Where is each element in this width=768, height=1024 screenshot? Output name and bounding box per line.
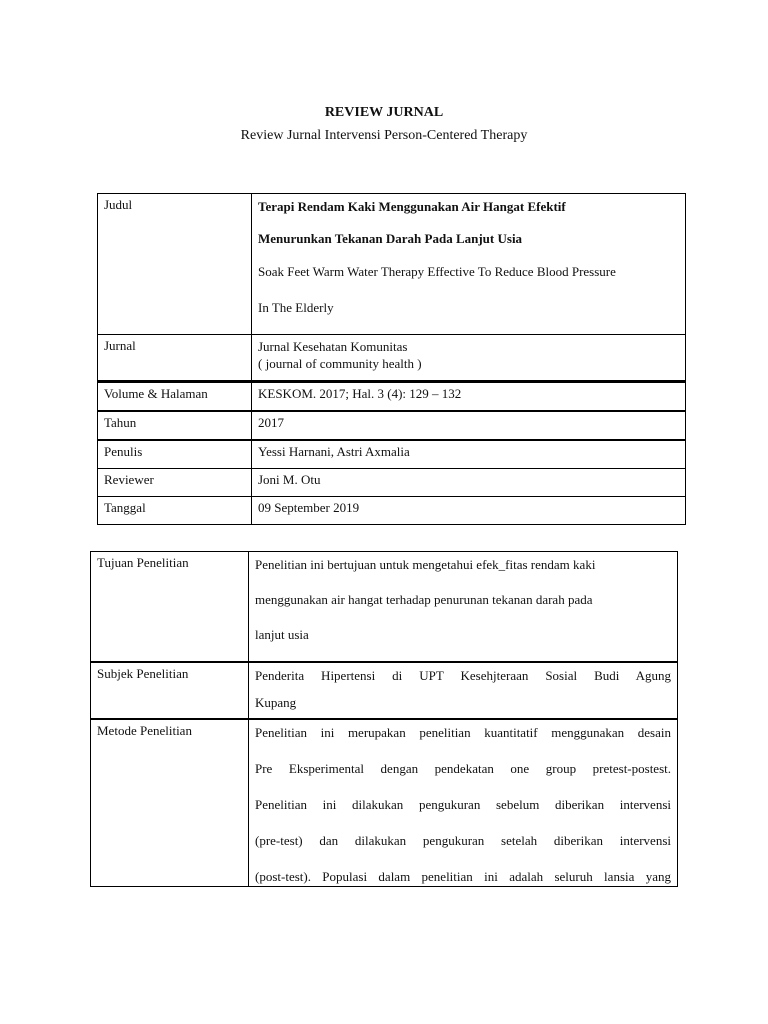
label-reviewer: Reviewer — [98, 469, 252, 497]
label-judul: Judul — [98, 194, 252, 335]
metode-line1: Penelitian ini merupakan penelitian kuantitatif menggunakan desain — [255, 725, 671, 740]
research-summary-table — [90, 551, 678, 887]
label-metode: Metode Penelitian — [91, 719, 249, 887]
metode-line3: Penelitian ini dilakukan pengukuran sebelum diberikan intervensi — [255, 797, 671, 812]
label-tanggal: Tanggal — [98, 497, 252, 525]
value-subjek — [249, 662, 678, 719]
label-volume: Volume & Halaman — [98, 382, 252, 412]
judul-bold-line1: Terapi Rendam Kaki Menggunakan Air Hangat Efektif — [258, 199, 566, 214]
metode-line2: Pre Eksperimental dengan pendekatan one group pretest-postest. — [255, 761, 671, 776]
value-jurnal — [252, 335, 686, 382]
judul-bold-line2: Menurunkan Tekanan Darah Pada Lanjut Usia — [258, 231, 523, 246]
tujuan-line3: lanjut usia — [255, 627, 309, 642]
value-metode — [249, 719, 678, 887]
label-tahun: Tahun — [98, 411, 252, 440]
value-tahun: 2017 — [252, 411, 686, 440]
row-tanggal — [98, 497, 686, 525]
jurnal-line1: Jurnal Kesehatan Komunitas — [258, 339, 408, 354]
row-jurnal — [98, 335, 686, 382]
tujuan-line2: menggunakan air hangat terhadap penurunan tekanan darah pada — [255, 592, 593, 607]
row-tujuan — [91, 552, 678, 663]
label-tujuan: Tujuan Penelitian — [91, 552, 249, 663]
value-penulis: Yessi Harnani, Astri Axmalia — [252, 440, 686, 469]
judul-en-line1: Soak Feet Warm Water Therapy Effective To Reduce Blood Pressure — [258, 264, 616, 279]
value-tujuan — [249, 552, 678, 663]
metode-line4: (pre-test) dan dilakukan pengukuran setelah diberikan intervensi — [255, 833, 671, 848]
row-tahun — [98, 411, 686, 440]
journal-info-table — [97, 193, 686, 525]
row-subjek — [91, 662, 678, 719]
page-subtitle: Review Jurnal Intervensi Person-Centered Therapy — [240, 128, 528, 143]
label-penulis: Penulis — [98, 440, 252, 469]
label-subjek: Subjek Penelitian — [91, 662, 249, 719]
judul-en-line2: In The Elderly — [258, 300, 334, 315]
row-judul — [98, 194, 686, 335]
subjek-line1: Penderita Hipertensi di UPT Kesehjteraan Sosial Budi Agung — [255, 668, 671, 683]
row-metode — [91, 719, 678, 887]
value-volume: KESKOM. 2017; Hal. 3 (4): 129 – 132 — [252, 382, 686, 412]
value-tanggal: 09 September 2019 — [252, 497, 686, 525]
row-penulis — [98, 440, 686, 469]
page-title: REVIEW JURNAL — [324, 105, 444, 120]
metode-line5: (post-test). Populasi dalam penelitian ini adalah seluruh lansia yang — [255, 869, 671, 884]
subjek-line2: Kupang — [255, 695, 297, 710]
value-judul — [252, 194, 686, 335]
tujuan-line1: Penelitian ini bertujuan untuk mengetahui efek_fitas rendam kaki — [255, 557, 596, 572]
value-reviewer: Joni M. Otu — [252, 469, 686, 497]
label-jurnal: Jurnal — [98, 335, 252, 382]
jurnal-line2: ( journal of community health ) — [258, 356, 422, 371]
row-volume — [98, 382, 686, 412]
row-reviewer — [98, 469, 686, 497]
